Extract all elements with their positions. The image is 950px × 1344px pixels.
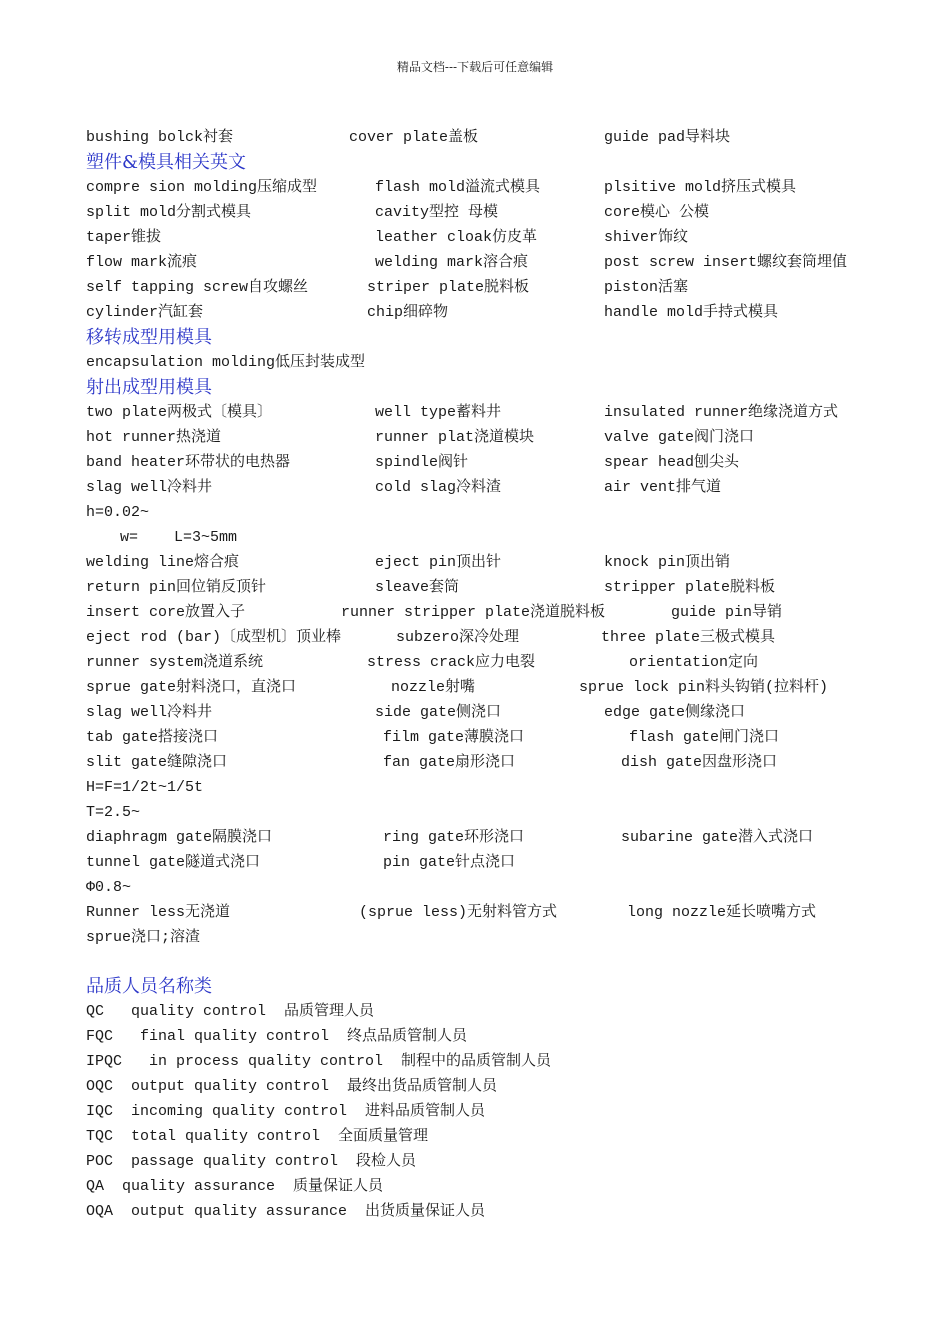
term-entry: tunnel gate隧道式浇口 — [86, 854, 261, 871]
term-entry: return pin回位销反顶针 — [86, 579, 267, 596]
term-entry: bushing bolck衬套 — [86, 129, 234, 146]
term-entry: eject rod (bar)〔成型机〕顶业棒 — [86, 629, 342, 646]
term-entry: cold slag冷料渣 — [375, 479, 502, 496]
term-entry: piston活塞 — [604, 279, 689, 296]
term-entry: sprue gate射料浇口，直浇口 — [86, 679, 297, 696]
term-entry: plsitive mold挤压式模具 — [604, 179, 797, 196]
term-entry: diaphragm gate隔膜浇口 — [86, 829, 273, 846]
term-entry: spear head刨尖头 — [604, 454, 740, 471]
term-entry: OQA output quality assurance 出货质量保证人员 — [86, 1203, 486, 1220]
term-entry: IQC incoming quality control 进料品质管制人员 — [86, 1103, 486, 1120]
term-entry: IPQC in process quality control 制程中的品质管制人员 — [86, 1053, 552, 1070]
term-entry: QC quality control 品质管理人员 — [86, 1003, 375, 1020]
term-entry: insert core放置入子 — [86, 604, 246, 621]
term-entry: guide pin导销 — [671, 604, 783, 621]
term-entry: flash mold溢流式模具 — [375, 179, 541, 196]
section-heading: 射出成型用模具 — [86, 377, 212, 398]
term-entry: welding line熔合痕 — [86, 554, 240, 571]
term-entry: (sprue less)无射料管方式 — [359, 904, 558, 921]
term-entry: long nozzle延长喷嘴方式 — [627, 904, 817, 921]
term-entry: POC passage quality control 段检人员 — [86, 1153, 417, 1170]
term-entry: taper锥拔 — [86, 229, 162, 246]
term-entry: striper plate脱料板 — [367, 279, 530, 296]
term-entry: air vent排气道 — [604, 479, 722, 496]
term-entry: split mold分割式模具 — [86, 204, 252, 221]
term-entry: subarine gate潜入式浇口 — [621, 829, 814, 846]
term-entry: hot runner热浇道 — [86, 429, 222, 446]
term-entry: cover plate盖板 — [349, 129, 479, 146]
section-heading: 品质人员名称类 — [86, 976, 212, 997]
term-entry: post screw insert螺纹套筒埋值 — [604, 254, 848, 271]
term-entry: pin gate针点浇口 — [383, 854, 516, 871]
term-entry: slag well冷料井 — [86, 479, 213, 496]
term-entry: eject pin顶出针 — [375, 554, 502, 571]
term-entry: side gate侧浇口 — [375, 704, 502, 721]
term-entry: H=F=1/2t~1/5t — [86, 779, 204, 796]
term-entry: flash gate闸门浇口 — [629, 729, 780, 746]
term-entry: band heater环带状的电热器 — [86, 454, 291, 471]
term-entry: orientation定向 — [629, 654, 759, 671]
term-entry: three plate三极式模具 — [601, 629, 776, 646]
term-entry: stripper plate脱料板 — [604, 579, 776, 596]
term-entry: runner stripper plate浇道脱料板 — [341, 604, 606, 621]
term-entry: compre sion molding压缩成型 — [86, 179, 318, 196]
term-entry: leather cloak仿皮革 — [375, 229, 538, 246]
term-entry: h=0.02~ — [86, 504, 150, 521]
section-heading: 塑件&模具相关英文 — [86, 152, 247, 173]
term-entry: guide pad导料块 — [604, 129, 731, 146]
term-entry: QA quality assurance 质量保证人员 — [86, 1178, 384, 1195]
section-heading: 移转成型用模具 — [86, 327, 212, 348]
term-entry: OQC output quality control 最终出货品质管制人员 — [86, 1078, 498, 1095]
term-entry: Runner less无浇道 — [86, 904, 231, 921]
term-entry: two plate两极式〔模具〕 — [86, 404, 273, 421]
term-entry: welding mark溶合痕 — [375, 254, 529, 271]
term-entry: insulated runner绝缘浇道方式 — [604, 404, 839, 421]
term-entry: film gate薄膜浇口 — [383, 729, 525, 746]
term-entry: encapsulation molding低压封装成型 — [86, 354, 366, 371]
term-entry: Φ0.8~ — [86, 879, 132, 896]
term-entry: FQC final quality control 终点品质管制人员 — [86, 1028, 468, 1045]
term-entry: sprue lock pin料头钩销(拉料杆) — [579, 679, 829, 696]
term-entry: tab gate搭接浇口 — [86, 729, 219, 746]
term-entry: self tapping screw自攻螺丝 — [86, 279, 309, 296]
term-entry: flow mark流痕 — [86, 254, 198, 271]
term-entry: slag well冷料井 — [86, 704, 213, 721]
term-entry: valve gate阀门浇口 — [604, 429, 755, 446]
term-entry: runner plat浇道模块 — [375, 429, 535, 446]
term-entry: chip细碎物 — [367, 304, 449, 321]
term-entry: dish gate因盘形浇口 — [621, 754, 778, 771]
term-entry: knock pin顶出销 — [604, 554, 731, 571]
term-entry: spindle阀针 — [375, 454, 469, 471]
term-entry: sleave套筒 — [375, 579, 460, 596]
term-entry: core模心 公模 — [604, 204, 710, 221]
page-header: 精品文档---下载后可任意编辑 — [396, 60, 554, 74]
term-entry: w= L=3~5mm — [120, 529, 238, 546]
term-entry: slit gate缝隙浇口 — [86, 754, 228, 771]
term-entry: well type蓄料井 — [375, 404, 502, 421]
term-entry: shiver饰纹 — [604, 229, 689, 246]
term-entry: stress crack应力电裂 — [367, 654, 536, 671]
term-entry: cylinder汽缸套 — [86, 304, 204, 321]
term-entry: sprue浇口;溶渣 — [86, 929, 201, 946]
term-entry: ring gate环形浇口 — [383, 829, 525, 846]
term-entry: runner system浇道系统 — [86, 654, 264, 671]
term-entry: handle mold手持式模具 — [604, 304, 779, 321]
term-entry: nozzle射嘴 — [391, 679, 476, 696]
term-entry: T=2.5~ — [86, 804, 141, 821]
term-entry: cavity型控 母模 — [375, 204, 499, 221]
term-entry: subzero深冷处理 — [396, 629, 520, 646]
term-entry: fan gate扇形浇口 — [383, 754, 516, 771]
term-entry: edge gate侧缘浇口 — [604, 704, 746, 721]
term-entry: TQC total quality control 全面质量管理 — [86, 1128, 429, 1145]
